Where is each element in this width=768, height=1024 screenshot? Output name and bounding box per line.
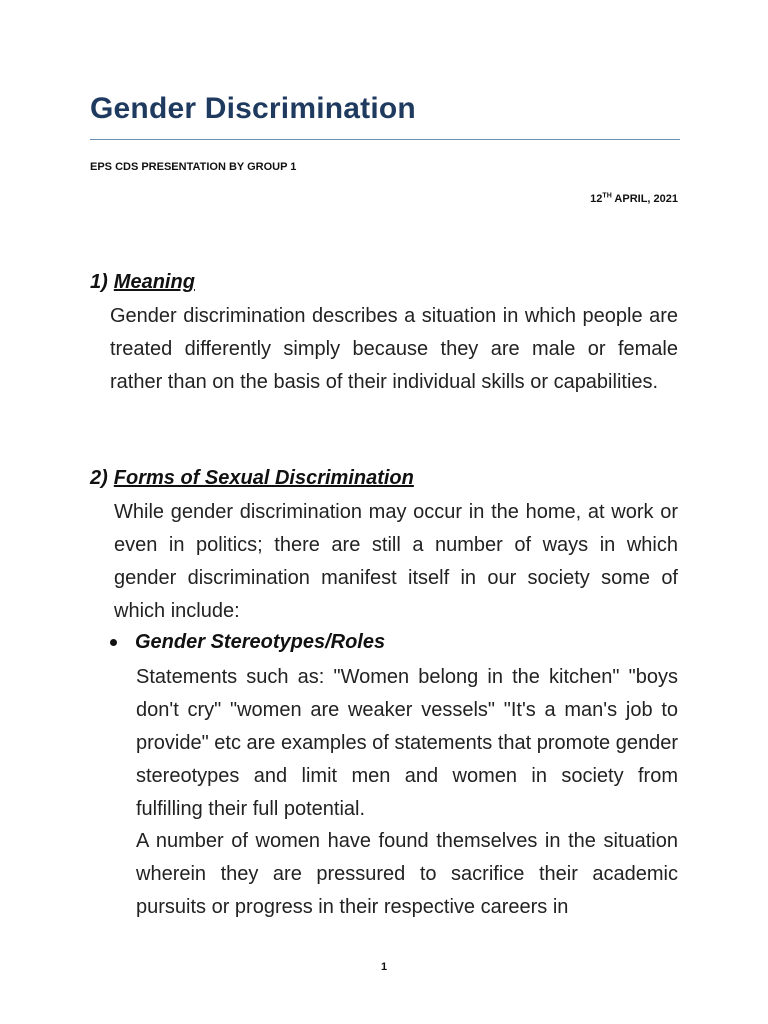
section-heading-text: Meaning xyxy=(113,271,195,293)
list-item xyxy=(110,631,385,654)
date-day: 12 xyxy=(590,193,603,205)
forms-paragraph: While gender discrimination may occur in the home, at work or even in politics; there are still a number of ways in which gender discrimination manifest itself in our society some of which include: xyxy=(114,501,678,622)
women-paragraph: A number of women have found themselves in the situation wherein they are pressured to sacrifice their academic pursuits or progress in their respective careers in xyxy=(136,830,678,918)
date-rest: APRIL, 2021 xyxy=(611,193,678,205)
document-subtitle: EPS CDS PRESENTATION BY GROUP 1 xyxy=(90,161,297,173)
section-heading-text: Forms of Sexual Discrimination xyxy=(113,467,414,489)
document-date xyxy=(590,193,678,205)
page-number: 1 xyxy=(380,961,388,973)
page-title: Gender Discrimination xyxy=(90,92,416,125)
stereotypes-paragraph: Statements such as: "Women belong in the kitchen" "boys don't cry" "women are weaker vessels" "It's a man's job to provide" etc are examples of statements that promote gender stereotypes and limit men and women in society from fulfilling their full potential. xyxy=(136,666,678,820)
bullet-icon xyxy=(110,639,117,646)
meaning-paragraph: Gender discrimination describes a situation in which people are treated differently simply because they are male or female rather than on the basis of their individual skills or capabilities. xyxy=(110,305,678,393)
section-number: 1) xyxy=(90,271,108,293)
title-divider xyxy=(90,139,680,140)
section-number: 2) xyxy=(90,467,108,489)
section-heading-forms xyxy=(90,467,414,490)
section-heading-meaning xyxy=(90,271,195,294)
bullet-label: Gender Stereotypes/Roles xyxy=(135,631,386,653)
date-suffix: TH xyxy=(602,192,612,200)
